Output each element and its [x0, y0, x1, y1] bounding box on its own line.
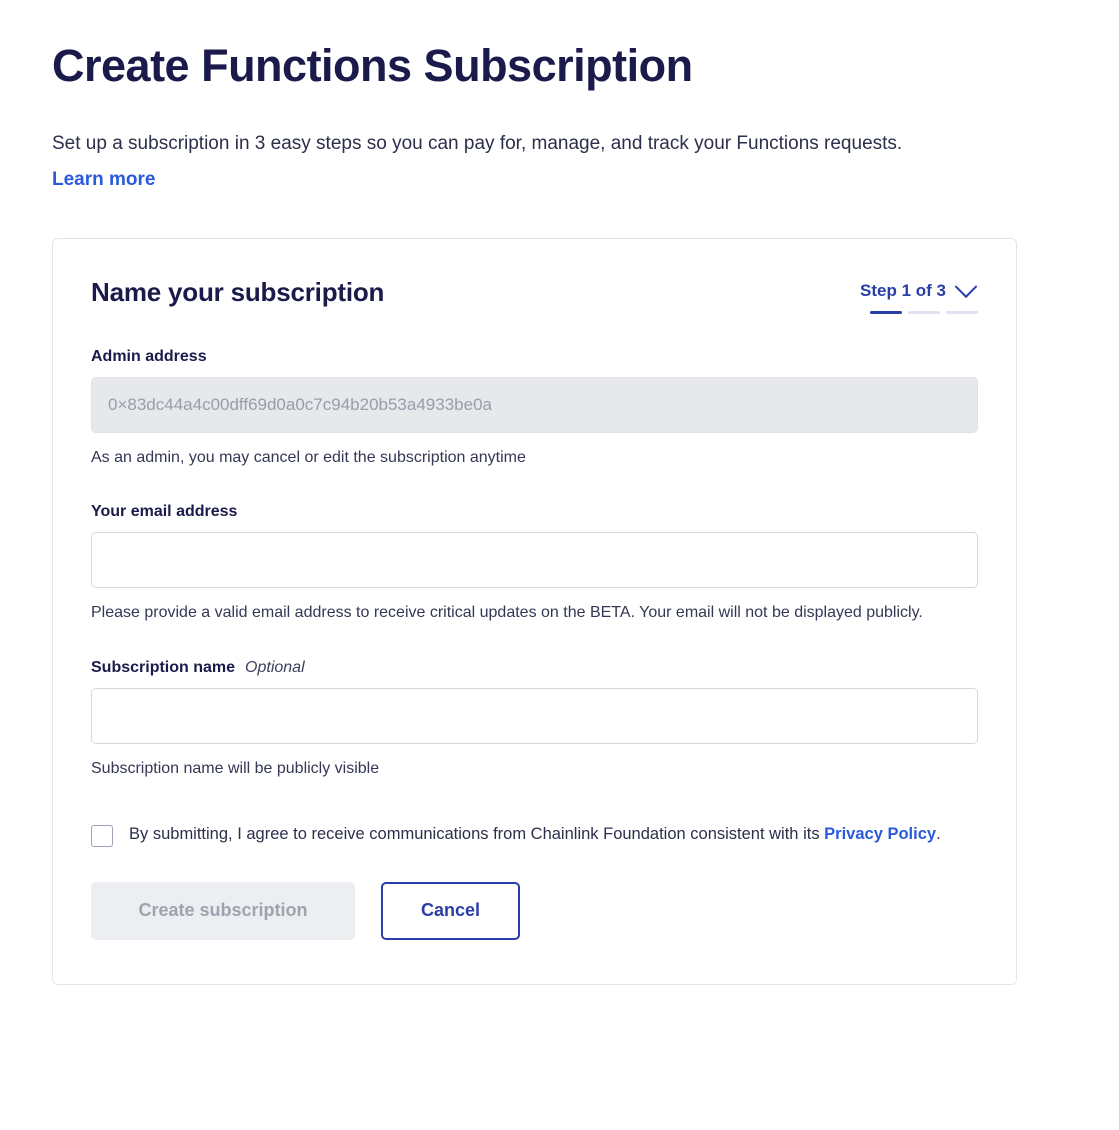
step-bar-2 — [908, 311, 940, 314]
subscription-card — [52, 238, 1017, 985]
card-actions — [91, 882, 978, 940]
consent-text-before: By submitting, I agree to receive communications from Chainlink Foundation consistent with its — [129, 825, 825, 844]
card-header — [91, 277, 978, 314]
cancel-button[interactable]: Cancel — [381, 882, 520, 940]
step-bar-1 — [870, 311, 902, 314]
consent-row — [91, 822, 978, 848]
admin-address-label-text: Admin address — [91, 347, 207, 365]
consent-text-after: . — [936, 825, 941, 844]
subscription-name-hint: Subscription name will be publicly visible — [91, 759, 380, 777]
email-group — [91, 503, 978, 626]
page-title: Create Functions Subscription — [52, 40, 693, 91]
email-input[interactable] — [91, 532, 978, 588]
privacy-policy-link[interactable]: Privacy Policy — [824, 825, 937, 844]
step-indicator[interactable] — [860, 277, 978, 314]
subscription-name-label — [91, 659, 978, 677]
chevron-down-icon[interactable] — [955, 275, 978, 298]
email-label — [91, 503, 978, 521]
admin-address-input — [91, 377, 978, 433]
admin-address-group — [91, 348, 978, 471]
step-bar-3 — [946, 311, 978, 314]
subscription-name-input[interactable] — [91, 688, 978, 744]
email-label-text: Your email address — [91, 503, 238, 521]
email-hint: Please provide a valid email address to receive critical updates on the BETA. Your email will not be displayed publicly. — [91, 604, 923, 622]
step-progress-bars — [870, 311, 978, 314]
step-row[interactable] — [860, 281, 978, 301]
learn-more-link[interactable]: Learn more — [52, 168, 156, 190]
subscription-name-group — [91, 659, 978, 782]
intro-text: Set up a subscription in 3 easy steps so you can pay for, manage, and track your Functions requests. — [52, 132, 903, 154]
consent-checkbox[interactable] — [91, 825, 113, 847]
step-label: Step 1 of 3 — [860, 280, 946, 300]
consent-text — [129, 822, 941, 848]
create-subscription-button[interactable]: Create subscription — [91, 882, 355, 940]
admin-address-hint: As an admin, you may cancel or edit the subscription anytime — [91, 448, 526, 466]
subscription-name-label-text: Subscription name — [91, 658, 236, 676]
page-intro — [52, 126, 932, 198]
subscription-name-optional-tag: Optional — [245, 658, 305, 676]
card-title: Name your subscription — [91, 276, 385, 307]
admin-address-label — [91, 348, 978, 366]
